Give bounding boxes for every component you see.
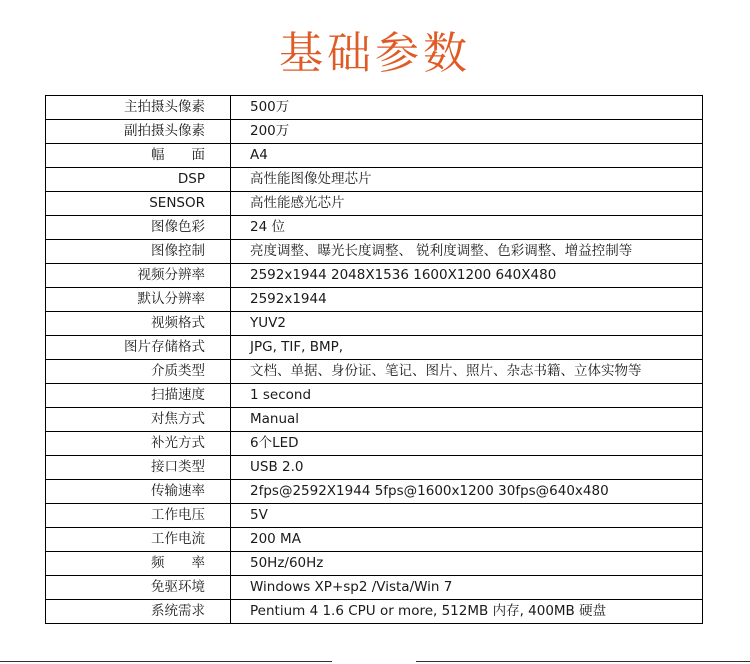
- spec-value: JPG, TIF, BMP,: [231, 336, 703, 360]
- spec-label: 图像控制: [46, 240, 231, 264]
- table-row: [46, 288, 703, 312]
- table-row: [46, 576, 703, 600]
- footer-divider-right: [416, 661, 750, 662]
- table-row: [46, 408, 703, 432]
- table-row: [46, 528, 703, 552]
- spec-value: Pentium 4 1.6 CPU or more, 512MB 内存, 400MB 硬盘: [231, 600, 703, 624]
- spec-value: A4: [231, 144, 703, 168]
- footer-divider-left: [0, 661, 332, 662]
- spec-label: 副拍摄头像素: [46, 120, 231, 144]
- table-row: [46, 360, 703, 384]
- spec-value: 6个LED: [231, 432, 703, 456]
- table-row: [46, 168, 703, 192]
- spec-label: 图像色彩: [46, 216, 231, 240]
- table-row: [46, 264, 703, 288]
- table-row: [46, 144, 703, 168]
- spec-value: 高性能图像处理芯片: [231, 168, 703, 192]
- spec-value: 亮度调整、曝光长度调整、 锐利度调整、色彩调整、增益控制等: [231, 240, 703, 264]
- spec-label: DSP: [46, 168, 231, 192]
- table-row: [46, 432, 703, 456]
- table-row: [46, 384, 703, 408]
- spec-value: USB 2.0: [231, 456, 703, 480]
- spec-label: 扫描速度: [46, 384, 231, 408]
- spec-label: 工作电流: [46, 528, 231, 552]
- spec-label: SENSOR: [46, 192, 231, 216]
- spec-value: YUV2: [231, 312, 703, 336]
- table-row: [46, 336, 703, 360]
- spec-value: 2592x1944: [231, 288, 703, 312]
- spec-value: 1 second: [231, 384, 703, 408]
- spec-label: 传输速率: [46, 480, 231, 504]
- spec-label: 系统需求: [46, 600, 231, 624]
- table-row: [46, 120, 703, 144]
- table-row: [46, 456, 703, 480]
- spec-label: 免驱环境: [46, 576, 231, 600]
- table-row: [46, 552, 703, 576]
- spec-label: 图片存储格式: [46, 336, 231, 360]
- spec-value: Manual: [231, 408, 703, 432]
- spec-value: 2592x1944 2048X1536 1600X1200 640X480: [231, 264, 703, 288]
- spec-label: 接口类型: [46, 456, 231, 480]
- page-title: 基础参数: [279, 28, 471, 79]
- spec-value: Windows XP+sp2 /Vista/Win 7: [231, 576, 703, 600]
- spec-table: [45, 95, 703, 624]
- spec-value: 500万: [231, 96, 703, 120]
- spec-label: 频 率: [46, 552, 231, 576]
- spec-value: 24 位: [231, 216, 703, 240]
- spec-label: 补光方式: [46, 432, 231, 456]
- spec-value: 50Hz/60Hz: [231, 552, 703, 576]
- spec-label: 默认分辨率: [46, 288, 231, 312]
- spec-label: 视频分辨率: [46, 264, 231, 288]
- spec-label: 介质类型: [46, 360, 231, 384]
- table-row: [46, 480, 703, 504]
- spec-value: 200 MA: [231, 528, 703, 552]
- spec-label: 主拍摄头像素: [46, 96, 231, 120]
- table-row: [46, 96, 703, 120]
- spec-label: 对焦方式: [46, 408, 231, 432]
- spec-value: 高性能感光芯片: [231, 192, 703, 216]
- spec-value: 2fps@2592X1944 5fps@1600x1200 30fps@640x480: [231, 480, 703, 504]
- table-row: [46, 312, 703, 336]
- table-row: [46, 192, 703, 216]
- spec-value: 200万: [231, 120, 703, 144]
- spec-value: 文档、单据、身份证、笔记、图片、照片、杂志书籍、立体实物等: [231, 360, 703, 384]
- table-row: [46, 216, 703, 240]
- table-row: [46, 240, 703, 264]
- table-row: [46, 600, 703, 624]
- spec-label: 工作电压: [46, 504, 231, 528]
- spec-label: 视频格式: [46, 312, 231, 336]
- table-row: [46, 504, 703, 528]
- spec-value: 5V: [231, 504, 703, 528]
- spec-label: 幅 面: [46, 144, 231, 168]
